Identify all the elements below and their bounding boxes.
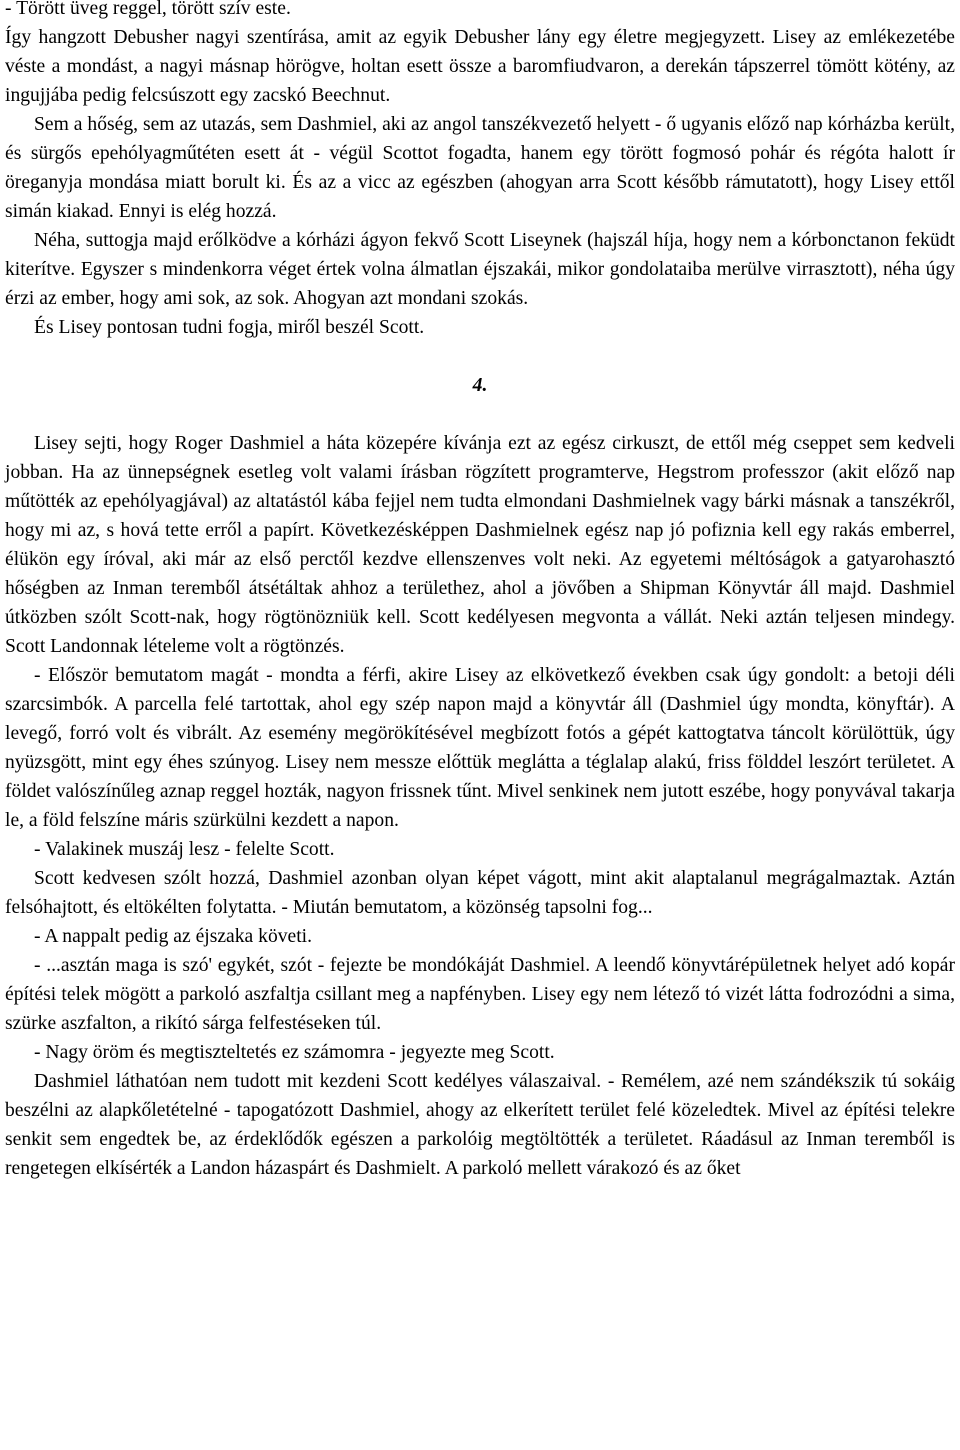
paragraph: Scott kedvesen szólt hozzá, Dashmiel azonban olyan képet vágott, mint akit alaptalanul megrágalmaztak. Aztán felsóhajtott, és eltökélten folytatta. - Miután bemutatom, a közönség tapsolni fog... [5, 868, 955, 918]
document-page [5, 0, 955, 1183]
paragraph: Így hangzott Debusher nagyi szentírása, amit az egyik Debusher lány egy életre megjegyzett. Lisey az emlékezetébe véste a mondást, a nagyi másnap hörögve, holtan esett össze a baromfiudvaron, a derekán tápszerrel tömött kötény, az ingujjába pedig felcsúszott egy zacskó Beechnut. [5, 27, 955, 106]
paragraph: - Először bemutatom magát - mondta a férfi, akire Lisey az elkövetkező években csak úgy gondolt: a betoji déli szarcsimbók. A parcella felé tartottak, ahol egy szép napon majd a könyvtár áll (Dashmiel úgy mondta, könyftár). A levegő, forró volt és vibrált. Az esemény megörökítésével megbízott fotós a gépét kattogtatva táncolt körülöttük, úgy nyüzsgött, mint egy éhes szúnyog. Lisey nem messze előttük meglátta a téglalap alakú, friss földdel leszórt területet. A földet valószínűleg aznap reggel hozták, nagyon frissnek tűnt. Mivel senkinek nem jutott eszébe, hogy ponyvával takarja le, a föld felszíne máris szürkülni kezdett a napon. [5, 665, 955, 831]
paragraph: Sem a hőség, sem az utazás, sem Dashmiel, aki az angol tanszékvezető helyett - ő ugyanis előző nap kórházba került, és sürgős epehólyagműtéten esett át - végül Scottot fogadta, hanem egy törött fogmosó pohár és régóta halott ír öreganyja mondása miatt borult ki. És az a vicc az egészben (ahogyan arra Scott később rámutatott), hogy Lisey ettől simán kiakad. Ennyi is elég hozzá. [5, 114, 955, 222]
paragraph: - Valakinek muszáj lesz - felelte Scott. [34, 839, 335, 860]
section-text-before [5, 0, 955, 342]
paragraph: És Lisey pontosan tudni fogja, miről beszél Scott. [34, 317, 425, 338]
paragraph: - ...asztán maga is szó' egykét, szót - fejezte be mondókáját Dashmiel. A leendő könyvtárépületnek helyet adó kopár építési telek mögött a parkoló aszfaltja csillant meg a napfényben. Lisey egy nem létező tó vizét látta fodrozódni a sima, szürke aszfalton, a rikító sárga felfestéseken túl. [5, 955, 955, 1034]
paragraph: Lisey sejti, hogy Roger Dashmiel a háta közepére kívánja ezt az egész cirkuszt, de ettől még cseppet sem kedveli jobban. Ha az ünnepségnek esetleg volt valami írásban rögzített programterve, Hegstrom professzor (akit előző nap műtötték az epehólyagjával) az altatástól kába fejjel nem tudta elmondani Dashmielnek vagy bárki másnak a tanszékről, hogy mi az, s hová tette erről a papírt. Következésképpen Dashmielnek egész nap jó pofiznia kell egy rakás emberrel, élükön egy íróval, aki már az első perctől kezdve ellenszenves volt neki. Az egyetemi méltóságok a gatyarohasztó hőségben az Inman teremből átsétáltak ahhoz a területhez, ahol a jövőben a Shipman Könyvtár áll majd. Dashmiel útközben szólt Scott-nak, hogy rögtönözniük kell. Scott kedélyesen megvonta a vállát. Neki aztán teljesen mindegy. Scott Landonnak lételeme volt a rögtönzés. [5, 433, 955, 657]
paragraph: Néha, suttogja majd erőlködve a kórházi ágyon fekvő Scott Liseynek (hajszál híja, hogy nem a kórbonctanon feküdt kiterítve. Egyszer s mindenkorra véget értek volna álmatlan éjszakái, mikor gondolataiba merülve virrasztott), néha úgy érzi az ember, hogy ami sok, az sok. Ahogyan azt mondani szokás. [5, 230, 955, 309]
paragraph: Dashmiel láthatóan nem tudott mit kezdeni Scott kedélyes válaszaival. - Remélem, azé nem szándékszik tú sokáig beszélni az alapkőletételné - tapogatózott Dashmiel, ahogy az elkerített terület felé közeledtek. Mivel az építési telekre senkit sem engedtek be, az érdeklődők egészen a parkolóig megtöltötték a területet. Ráadásul az Inman teremből is rengetegen elkísérték a Landon házaspárt és Dashmielt. A parkoló mellett várakozó és az őket [5, 1071, 955, 1179]
paragraph: - Törött üveg reggel, törött szív este. [5, 0, 291, 19]
paragraph: - A nappalt pedig az éjszaka követi. [34, 926, 313, 947]
paragraph: - Nagy öröm és megtiszteltetés ez számomra - jegyezte meg Scott. [34, 1042, 555, 1063]
section-number-heading: 4. [472, 375, 488, 396]
section-text-after [5, 429, 955, 1183]
